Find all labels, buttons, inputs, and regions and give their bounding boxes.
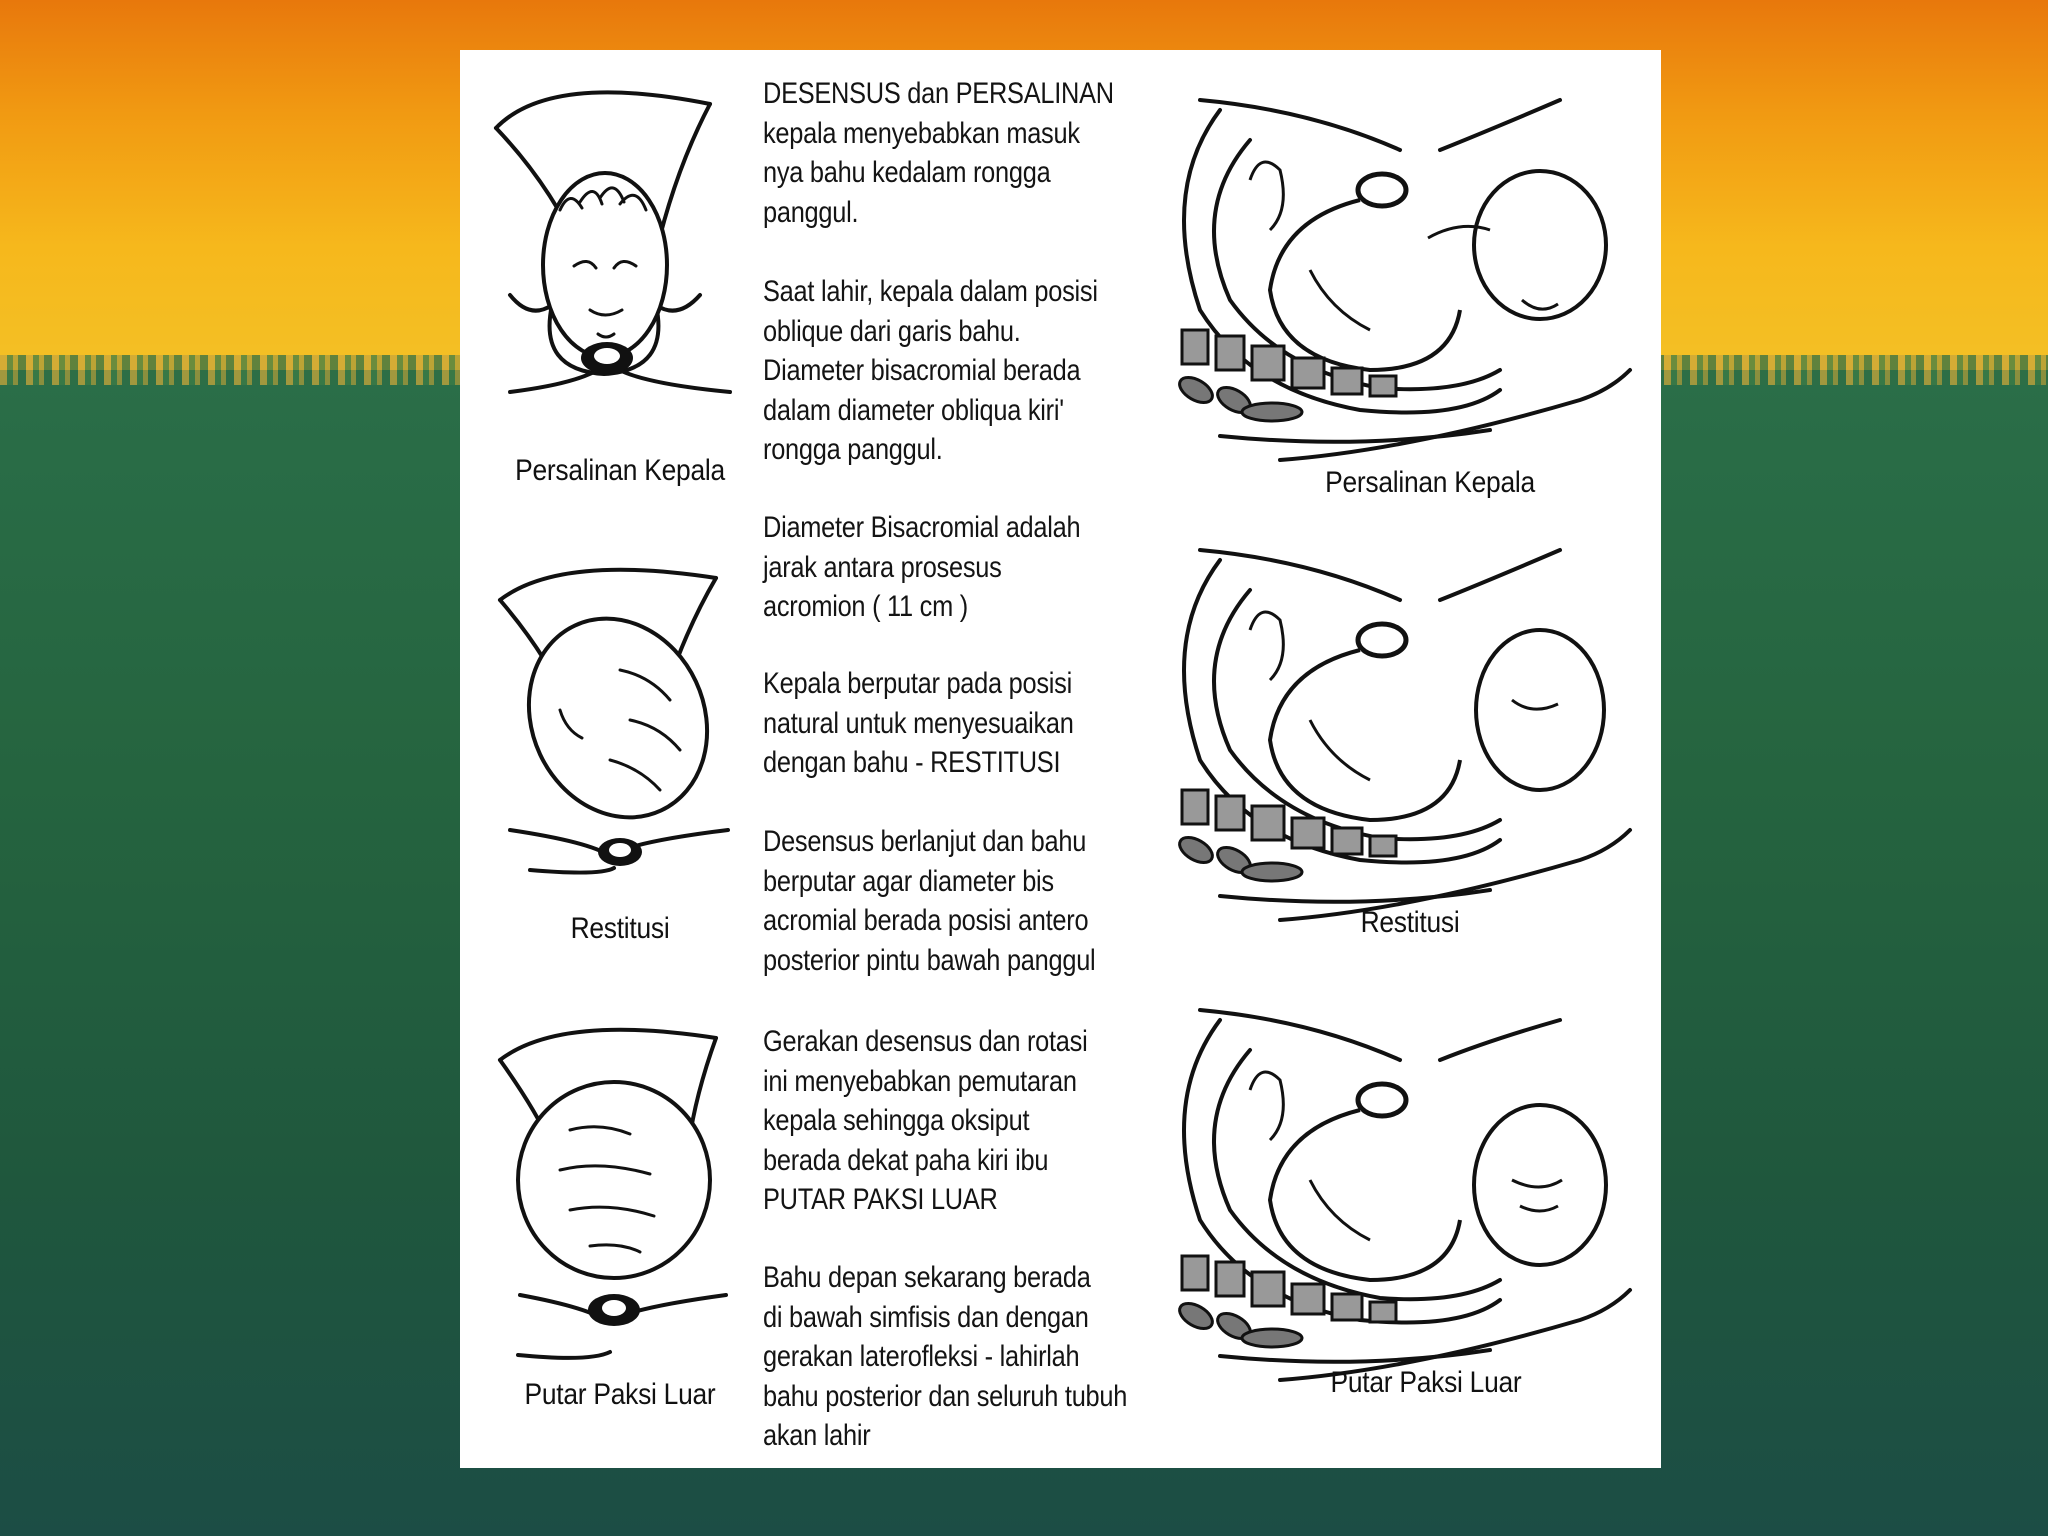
- paragraph-diameter-bisacromial: Diameter Bisacromial adalah jarak antara prosesus acromion ( 11 cm ): [763, 511, 1081, 623]
- left-caption-putar-paksi-luar: Putar Paksi Luar: [524, 1378, 716, 1411]
- diagram-panel: [460, 50, 1661, 1468]
- paragraph-desensus-berlanjut: Desensus berlanjut dan bahu berputar agar diameter bis acromial berada posisi antero posterior pintu bawah panggul: [763, 825, 1096, 977]
- perineal-view-restitution-illustration: [490, 550, 750, 950]
- paragraph-kepala-berputar: Kepala berputar pada posisi natural untuk menyesuaikan dengan bahu - RESTITUSI: [763, 667, 1074, 779]
- paragraph-bahu-depan: Bahu depan sekarang berada di bawah simfisis dan dengan gerakan laterofleksi - lahirlah bahu posterior dan seluruh tubuh akan lahir: [763, 1261, 1128, 1452]
- perineal-view-crowning-illustration: [490, 70, 750, 470]
- paragraph-gerakan-desensus: Gerakan desensus dan rotasi ini menyebabkan pemutaran kepala sehingga oksiput berada dekat paha kiri ibu PUTAR PAKSI LUAR: [763, 1025, 1088, 1216]
- right-caption-putar-paksi-luar: Putar Paksi Luar: [1330, 1366, 1522, 1399]
- sagittal-view-external-rotation-illustration: [1160, 980, 1640, 1400]
- perineal-view-external-rotation-illustration: [490, 1010, 750, 1410]
- paragraph-saat-lahir: Saat lahir, kepala dalam posisi oblique dari garis bahu. Diameter bisacromial berada dalam diameter obliqua kiri' rongga panggul.: [763, 275, 1098, 466]
- left-caption-restitusi: Restitusi: [570, 912, 670, 945]
- paragraph-desensus: DESENSUS dan PERSALINAN kepala menyebabkan masuk nya bahu kedalam rongga panggul.: [763, 77, 1114, 229]
- right-caption-restitusi: Restitusi: [1360, 906, 1460, 939]
- right-caption-persalinan-kepala: Persalinan Kepala: [1325, 466, 1535, 499]
- sagittal-view-restitution-illustration: [1160, 520, 1640, 940]
- left-caption-persalinan-kepala: Persalinan Kepala: [515, 454, 725, 487]
- sagittal-view-crowning-illustration: [1160, 70, 1640, 490]
